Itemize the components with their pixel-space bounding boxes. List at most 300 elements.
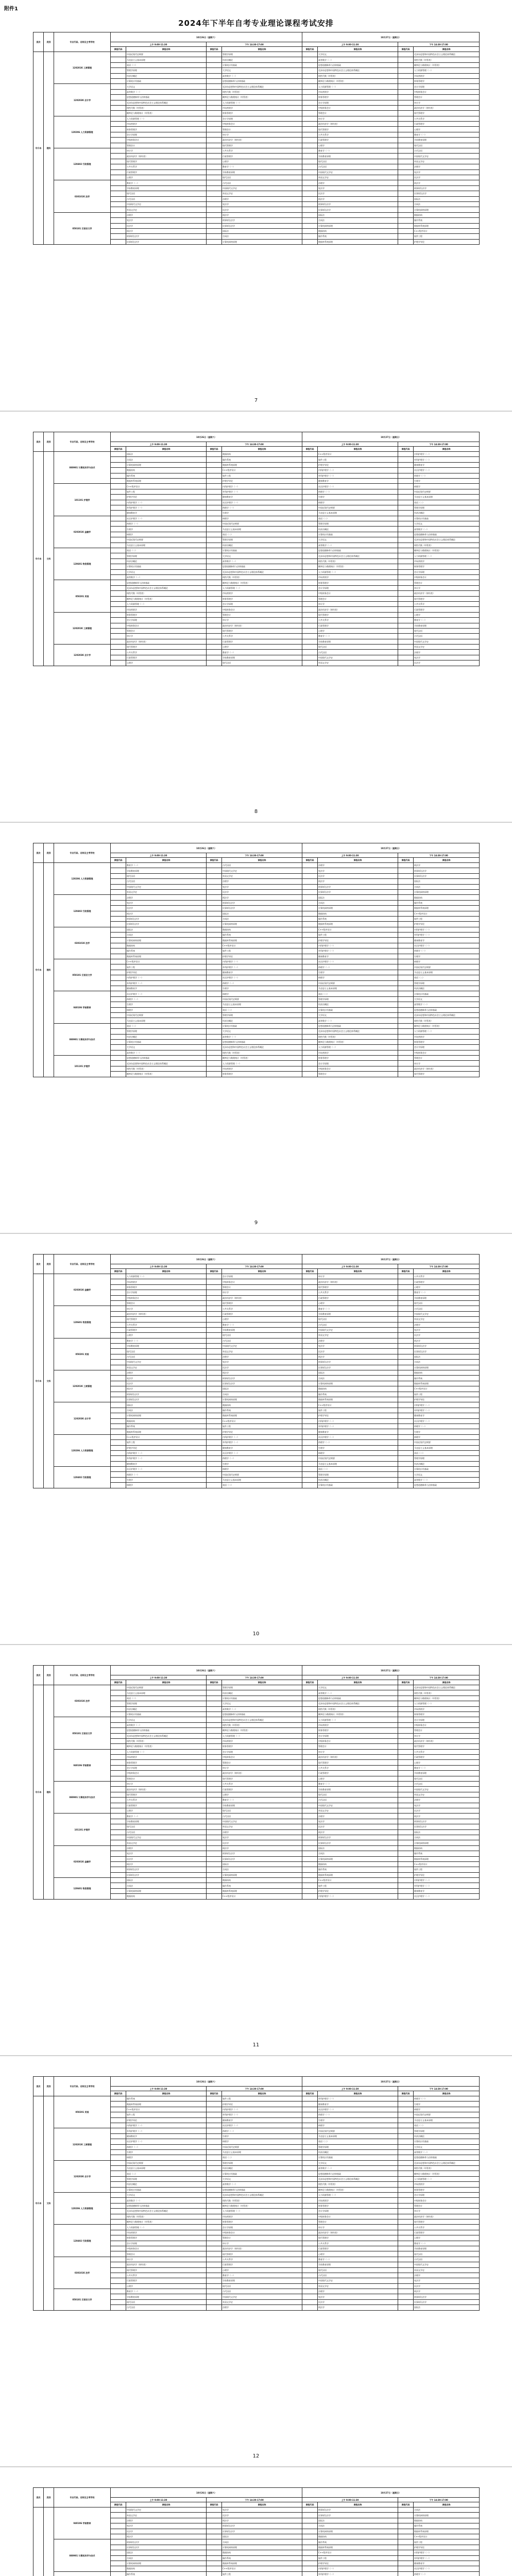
course-name-cell: 公共关系学 [222, 148, 302, 154]
course-name-cell: 古代汉语 [414, 1306, 480, 1311]
header-pm: 下午 14:30-17:00 [398, 1675, 480, 1680]
course-name-cell: 财务管理学 [126, 2235, 207, 2241]
course-code-cell [302, 116, 318, 121]
course-code-cell [398, 89, 414, 94]
course-code-cell [302, 863, 318, 868]
course-name-cell: 软件工程 [414, 234, 480, 239]
course-name-cell: 现代汉语 [414, 628, 480, 633]
course-code-cell [111, 2112, 126, 2117]
course-code-cell [302, 207, 318, 212]
course-code-cell [111, 84, 126, 89]
course-name-cell: 社区护理学（一） [318, 959, 398, 964]
course-name-cell: 合同法 [318, 900, 398, 905]
course-code-cell [398, 1803, 414, 1808]
course-name-cell: 大学语文 [126, 569, 207, 574]
course-name-cell: 计算机网络原理 [414, 889, 480, 894]
course-name-cell: 中国近现代史纲要 [222, 996, 302, 1002]
course-name-cell: 合同法 [222, 234, 302, 239]
course-code-cell [398, 1755, 414, 1760]
course-code-cell [302, 1706, 318, 1711]
course-code-cell [302, 996, 318, 1002]
course-name-cell: 合同法 [414, 2507, 480, 2513]
course-code-cell [398, 1814, 414, 1819]
course-code-cell [398, 1878, 414, 1883]
course-code-cell [398, 68, 414, 73]
course-name-cell: 刑事诉讼法学 [318, 201, 398, 207]
course-code-cell [111, 634, 126, 639]
course-code-cell [302, 484, 318, 489]
course-code-cell [111, 933, 126, 938]
course-name-cell: 大学语文 [126, 2193, 207, 2198]
course-name-cell: 药理学（一） [414, 1423, 480, 1429]
course-code-cell [207, 1798, 222, 1803]
header-am: 上午 9:00-11:30 [111, 1675, 207, 1680]
course-code-cell [111, 1738, 126, 1743]
course-code-cell [207, 1056, 222, 1061]
course-name-cell: 刑事诉讼法学 [126, 2539, 207, 2545]
course-code-cell [398, 911, 414, 916]
course-code-cell [207, 462, 222, 467]
course-name-cell: 概率论与数理统计（经管类） [126, 111, 207, 116]
course-name-cell: 软件工程 [414, 1392, 480, 1397]
course-code-cell [302, 2561, 318, 2566]
course-code-cell [398, 1861, 414, 1867]
course-name-cell: 毛泽东思想和中国特色社会主义理论体系概论 [222, 2193, 302, 2198]
course-code-cell [302, 468, 318, 473]
course-name-cell: 数据库系统原理 [126, 1429, 207, 1434]
course-name-cell: 计算机应用基础 [414, 516, 480, 521]
course-name-cell: 行政管理学 [222, 2262, 302, 2267]
course-name-cell: 思想道德修养与法律基础 [222, 564, 302, 569]
course-code-cell [302, 1894, 318, 1899]
course-code-cell [398, 1765, 414, 1770]
course-name-cell: 刑事诉讼法学 [222, 1376, 302, 1381]
course-name-cell: 计算机网络原理 [318, 1856, 398, 1861]
course-name-cell: 民事诉讼法学 [126, 239, 207, 244]
course-name-cell: 管理学原理 [414, 1456, 480, 1461]
course-code-cell [302, 1835, 318, 1840]
course-name-cell: 药理学（一） [222, 980, 302, 986]
course-code-cell [398, 207, 414, 212]
exam-schedule-table [33, 1665, 480, 1900]
course-name-cell: 软件工程 [222, 2096, 302, 2102]
course-name-cell: 中国现代文学史 [414, 1787, 480, 1792]
course-code-cell [302, 2230, 318, 2235]
course-name-cell: 宪法学 [414, 2278, 480, 2283]
course-name-cell: 宪法学 [318, 868, 398, 873]
course-name-cell: 古代汉语 [414, 634, 480, 639]
course-code-cell [111, 2155, 126, 2160]
course-name-cell: 药理学（一） [318, 2112, 398, 2117]
course-name-cell: 英语（二） [126, 2171, 207, 2176]
course-code-cell [302, 1349, 318, 1354]
course-code-cell [111, 938, 126, 943]
course-code-cell [398, 457, 414, 462]
course-name-cell: 人力资源管理（一） [414, 553, 480, 558]
course-name-cell: C++程序设计 [222, 468, 302, 473]
course-name-cell: 社区护理学（一） [414, 468, 480, 473]
course-code-cell [398, 1322, 414, 1327]
course-code-cell [302, 95, 318, 100]
course-code-cell [302, 911, 318, 916]
course-code-cell [398, 1354, 414, 1359]
course-code-cell [302, 1467, 318, 1472]
course-name-cell: 英语（二） [414, 2123, 480, 2128]
course-name-cell: 国际法 [126, 1878, 207, 1883]
course-code-cell [302, 612, 318, 617]
course-code-cell [398, 154, 414, 159]
header-name: 课程名称 [222, 447, 302, 452]
course-name-cell: 数据结构 [318, 228, 398, 233]
course-name-cell: 马克思主义基本原理 [318, 2133, 398, 2139]
major-cell: 120601 物流管理 [54, 548, 111, 580]
course-code-cell [302, 201, 318, 207]
course-code-cell [111, 1776, 126, 1781]
course-name-cell: 软件工程 [318, 2555, 398, 2561]
course-code-cell [398, 612, 414, 617]
type-cell: 理科 [44, 863, 54, 1077]
course-name-cell: 护理学导论 [126, 495, 207, 500]
course-name-cell: 审计学 [222, 1290, 302, 1295]
major-cell: 030101K 法学 [54, 2257, 111, 2289]
course-code-cell [302, 879, 318, 884]
course-name-cell: 计算机网络原理 [126, 1413, 207, 1418]
course-name-cell: 会计学原理 [414, 569, 480, 574]
course-name-cell: 民事诉讼法学 [222, 906, 302, 911]
course-name-cell: 操作系统 [222, 2555, 302, 2561]
course-code-cell [207, 2209, 222, 2214]
course-name-cell: 大学语文 [414, 996, 480, 1002]
course-code-cell [207, 938, 222, 943]
course-code-cell [398, 2534, 414, 2539]
course-code-cell [207, 927, 222, 932]
course-code-cell [207, 1066, 222, 1071]
course-name-cell: 刑法学 [222, 212, 302, 217]
course-name-cell: 药理学（一） [318, 489, 398, 494]
course-code-cell [398, 159, 414, 164]
course-name-cell: 行政管理学 [222, 154, 302, 159]
course-name-cell: 中国近现代史纲要 [126, 52, 207, 57]
course-code-cell [398, 2144, 414, 2149]
course-code-cell [207, 2566, 222, 2571]
course-name-cell: 病理学 [414, 484, 480, 489]
course-name-cell: 现代管理学 [318, 127, 398, 132]
course-code-cell [111, 1023, 126, 1028]
course-name-cell: 概率论与数理统计（经管类） [222, 1728, 302, 1733]
course-code-cell [302, 505, 318, 510]
course-name-cell: 社区护理学（一） [414, 1894, 480, 1899]
major-cell: 120203K 会计学 [54, 84, 111, 116]
course-name-cell: 健康教育学 [126, 986, 207, 991]
course-code-cell [207, 452, 222, 457]
header-day2: 10月27日（星期日） [302, 2488, 480, 2498]
table-row [33, 180, 480, 185]
header-name: 课程名称 [126, 1680, 207, 1685]
course-name-cell: 毛泽东思想和中国特色社会主义理论体系概论 [126, 100, 207, 105]
course-name-cell: 教育学（一） [414, 1765, 480, 1770]
course-code-cell [111, 462, 126, 467]
course-name-cell: 法理学 [414, 650, 480, 655]
course-name-cell: 国际法 [222, 228, 302, 233]
course-name-cell: 经济法概论 [318, 527, 398, 532]
course-name-cell: 审计学 [318, 116, 398, 121]
course-code-cell [111, 234, 126, 239]
course-code-cell [111, 1290, 126, 1295]
course-code-cell [111, 1835, 126, 1840]
course-code-cell [398, 218, 414, 223]
course-code-cell [111, 543, 126, 548]
course-name-cell: 会计学原理 [318, 2209, 398, 2214]
course-name-cell: 数据库系统原理 [414, 1381, 480, 1386]
course-code-cell [302, 1867, 318, 1872]
course-code-cell [111, 1402, 126, 1408]
course-code-cell [207, 2513, 222, 2518]
course-name-cell: 线性代数（经管类） [126, 1066, 207, 1071]
course-name-cell: 合同法 [414, 884, 480, 889]
course-code-cell [398, 1423, 414, 1429]
course-name-cell: 教育学（一） [318, 634, 398, 639]
course-code-cell [207, 1878, 222, 1883]
course-code-cell [111, 612, 126, 617]
course-name-cell: 数据库系统原理 [414, 223, 480, 228]
course-code-cell [398, 1835, 414, 1840]
course-code-cell [302, 1338, 318, 1343]
course-code-cell [398, 991, 414, 996]
course-name-cell: 管理会计 [414, 2203, 480, 2208]
course-name-cell: 公共关系学 [414, 1749, 480, 1754]
course-code-cell [302, 900, 318, 905]
course-code-cell [207, 89, 222, 94]
course-name-cell: 法理学 [222, 196, 302, 201]
course-name-cell: 内科护理学（一） [414, 1402, 480, 1408]
course-code-cell [398, 1045, 414, 1050]
course-name-cell: 数据结构 [222, 2550, 302, 2555]
course-name-cell: 线性代数（经管类） [126, 2214, 207, 2219]
course-name-cell: 毛泽东思想和中国特色社会主义理论体系概论 [126, 1733, 207, 1738]
course-name-cell: 现代汉语 [222, 660, 302, 666]
header-code: 课程代码 [111, 1269, 126, 1274]
course-code-cell [302, 1284, 318, 1290]
course-name-cell: 市场营销学 [414, 1034, 480, 1039]
course-name-cell: 中国现代文学史 [414, 1311, 480, 1316]
course-name-cell: 管理会计 [222, 2235, 302, 2241]
course-name-cell: 中级财务会计 [222, 2230, 302, 2235]
course-code-cell [302, 2289, 318, 2294]
course-code-cell [207, 1765, 222, 1770]
course-code-cell [302, 1840, 318, 1845]
course-code-cell [302, 2160, 318, 2165]
course-name-cell: 毛泽东思想和中国特色社会主义理论体系概论 [222, 1717, 302, 1722]
header-name: 课程名称 [126, 447, 207, 452]
course-name-cell: C++程序设计 [318, 1878, 398, 1883]
course-code-cell [111, 884, 126, 889]
course-name-cell: C++程序设计 [414, 911, 480, 916]
course-code-cell [111, 2246, 126, 2251]
course-code-cell [111, 1733, 126, 1738]
course-code-cell [302, 2518, 318, 2523]
course-code-cell [302, 57, 318, 62]
course-name-cell: 会计学原理 [414, 2193, 480, 2198]
course-name-cell: 学前教育原理 [222, 2278, 302, 2283]
course-code-cell [302, 1872, 318, 1877]
course-name-cell: 管理学原理 [414, 2128, 480, 2133]
course-code-cell [302, 228, 318, 233]
course-name-cell: 民事诉讼法学 [414, 2299, 480, 2304]
course-name-cell: 人力资源管理（一） [318, 2193, 398, 2198]
header-level: 层次 [33, 2077, 44, 2096]
exam-schedule-table [33, 32, 480, 245]
course-code-cell [302, 2251, 318, 2257]
course-code-cell [207, 634, 222, 639]
course-code-cell [302, 2225, 318, 2230]
course-code-cell [207, 970, 222, 975]
course-name-cell: 法理学 [126, 895, 207, 900]
course-name-cell: 软件工程 [222, 473, 302, 478]
course-name-cell: 计算机应用基础 [222, 548, 302, 553]
course-name-cell: 法理学 [318, 180, 398, 185]
course-code-cell [207, 948, 222, 954]
course-name-cell: 管理会计 [318, 596, 398, 601]
course-name-cell: 概率论与数理统计（经管类） [414, 2171, 480, 2176]
course-code-cell [111, 68, 126, 73]
course-code-cell [398, 95, 414, 100]
course-code-cell [302, 1755, 318, 1760]
course-name-cell: 健康教育学 [414, 2561, 480, 2566]
course-name-cell: 市场营销学 [414, 2182, 480, 2187]
course-code-cell [111, 138, 126, 143]
course-code-cell [207, 2128, 222, 2133]
course-code-cell [398, 2123, 414, 2128]
course-name-cell: 学前教育原理 [318, 2262, 398, 2267]
course-name-cell: 国际法 [222, 2534, 302, 2539]
course-name-cell: 行政管理学 [414, 607, 480, 612]
course-code-cell [111, 500, 126, 505]
course-name-cell: 概率论与数理统计（经管类） [318, 564, 398, 569]
course-name-cell: 宪法学 [222, 201, 302, 207]
course-code-cell [207, 148, 222, 154]
course-code-cell [398, 1728, 414, 1733]
table-row [33, 1467, 480, 1472]
course-code-cell [111, 1456, 126, 1461]
course-name-cell: 线性代数（经管类） [222, 2198, 302, 2203]
course-name-cell: 计算机网络原理 [318, 906, 398, 911]
course-code-cell [111, 2209, 126, 2214]
course-code-cell [207, 1311, 222, 1316]
course-code-cell [302, 2123, 318, 2128]
course-code-cell [302, 2139, 318, 2144]
course-code-cell [207, 2267, 222, 2273]
course-code-cell [207, 879, 222, 884]
course-code-cell [111, 553, 126, 558]
course-code-cell [207, 1728, 222, 1733]
course-name-cell: 计算机应用基础 [222, 1696, 302, 1701]
course-code-cell [302, 1402, 318, 1408]
course-name-cell: 大学语文 [222, 68, 302, 73]
course-code-cell [111, 2182, 126, 2187]
course-name-cell: 外国文学史 [318, 175, 398, 180]
course-code-cell [207, 1349, 222, 1354]
course-name-cell: 古代汉语 [318, 2273, 398, 2278]
course-code-cell [398, 116, 414, 121]
course-code-cell [398, 1819, 414, 1824]
course-name-cell: 管理学原理 [318, 996, 398, 1002]
course-code-cell [302, 1360, 318, 1365]
course-name-cell: 管理会计 [222, 612, 302, 617]
course-name-cell: 健康教育学 [414, 1413, 480, 1418]
course-name-cell: 审计学 [414, 1061, 480, 1066]
course-code-cell [111, 57, 126, 62]
course-code-cell [111, 1370, 126, 1376]
course-name-cell: 民事诉讼法学 [414, 1349, 480, 1354]
course-code-cell [207, 1333, 222, 1338]
course-name-cell: 宪法学 [222, 1835, 302, 1840]
course-name-cell: 国际法 [126, 2550, 207, 2555]
course-name-cell: 计算机网络原理 [222, 922, 302, 927]
course-code-cell [302, 1322, 318, 1327]
course-name-cell: 概率论与数理统计（经管类） [126, 2219, 207, 2224]
course-code-cell [398, 2267, 414, 2273]
course-code-cell [207, 473, 222, 478]
course-code-cell [111, 1472, 126, 1477]
course-name-cell: 中国现代文学史 [126, 884, 207, 889]
course-name-cell: 护理学导论 [126, 970, 207, 975]
course-name-cell: 审计学 [414, 585, 480, 590]
course-name-cell: 民法学 [126, 1381, 207, 1386]
course-code-cell [302, 1690, 318, 1696]
course-code-cell [111, 1760, 126, 1765]
course-code-cell [207, 1050, 222, 1055]
course-name-cell: 人力资源管理（一） [414, 68, 480, 73]
course-code-cell [111, 1392, 126, 1397]
table-row [33, 2571, 480, 2576]
course-code-cell [207, 1717, 222, 1722]
course-name-cell: 毛泽东思想和中国特色社会主义理论体系概论 [318, 68, 398, 73]
course-name-cell: 公共关系学 [414, 1274, 480, 1279]
course-name-cell: 宪法学 [126, 1376, 207, 1381]
course-name-cell: 现代汉语 [126, 191, 207, 196]
course-code-cell [302, 1344, 318, 1349]
table-row [33, 2225, 480, 2230]
course-code-cell [207, 223, 222, 228]
course-code-cell [398, 933, 414, 938]
major-cell: 080901 计算机科学与技术 [54, 1023, 111, 1055]
course-code-cell [398, 527, 414, 532]
course-code-cell [302, 1472, 318, 1477]
course-code-cell [111, 185, 126, 191]
course-name-cell: 操作系统 [414, 1851, 480, 1856]
course-code-cell [111, 2198, 126, 2203]
course-name-cell: 行政管理学 [222, 1787, 302, 1792]
course-code-cell [302, 1456, 318, 1461]
course-name-cell: 民事诉讼法学 [318, 889, 398, 894]
major-cell: 101101 护理学 [54, 484, 111, 516]
course-name-cell: 教育学（一） [318, 2257, 398, 2262]
course-name-cell: 市场营销学 [318, 574, 398, 580]
header-day2: 10月27日（星期日） [302, 843, 480, 853]
course-code-cell [302, 591, 318, 596]
course-name-cell: 中级财务会计 [126, 1771, 207, 1776]
course-name-cell: 内科护理学（一） [126, 1450, 207, 1455]
course-name-cell: 社区护理学（一） [126, 516, 207, 521]
header-name: 课程名称 [414, 2091, 480, 2096]
course-name-cell: 内科护理学（一） [318, 943, 398, 948]
course-name-cell: 现代汉语 [222, 1808, 302, 1813]
course-name-cell: 刑事诉讼法学 [414, 1344, 480, 1349]
course-code-cell [398, 2571, 414, 2576]
header-day1: 10月26日（星期六） [111, 2077, 302, 2087]
header-pm: 下午 14:30-17:00 [207, 2087, 302, 2091]
course-code-cell [111, 2107, 126, 2112]
